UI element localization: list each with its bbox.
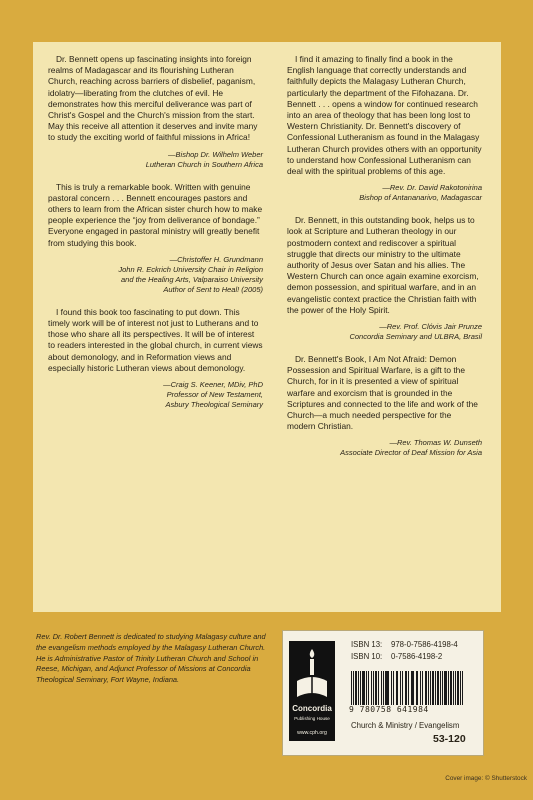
barcode-bar (417, 671, 418, 705)
isbn13-label: ISBN 13: (351, 640, 383, 649)
attribution-line: Asbury Theological Seminary (165, 400, 263, 410)
barcode-bar (368, 671, 370, 705)
isbn-lines (351, 639, 458, 663)
barcode-bar (432, 671, 434, 705)
barcode-bar (412, 671, 414, 705)
isbn13-value: 978-0-7586-4198-4 (391, 640, 458, 649)
isbn10-row (351, 651, 458, 663)
attribution-line: Concordia Seminary and ULBRA, Brasil (349, 332, 482, 342)
publisher-url: www.cph.org (297, 730, 327, 736)
endorsement-text: Dr. Bennett opens up fascinating insights into foreign realms of Madagascar and its flourishing Lutheran Church, reaching across barriers of disbelief, paganism, idolatry—liberating from the clutches of evil. He demonstrates how this merciful deliverance was part of Christ's Gospel and the Church's mission from the start. May this receive all attention it deserves and invite many to study the exciting world of faithful missions in Africa! (48, 54, 258, 143)
attribution-line: Professor of New Testament, (166, 390, 263, 400)
book-category: Church & Ministry / Evangelism (351, 721, 460, 730)
barcode-bar (353, 671, 354, 705)
barcode-bar (391, 671, 392, 705)
barcode-bar (393, 671, 395, 705)
barcode-bar (405, 671, 408, 705)
attribution-line: and the Healing Arts, Valparaiso University (120, 274, 263, 284)
barcode-bar (381, 671, 382, 705)
endorsement-attribution (48, 255, 263, 295)
attribution-line: Lutheran Church in Southern Africa (145, 159, 263, 169)
attribution-line: Associate Director of Deaf Mission for Asia (340, 448, 482, 458)
endorsement-text: Dr. Bennett's Book, I Am Not Afraid: Demon Possession and Spiritual Warfare, is a gift to the Church, for in it is presented a view of spiritual warfare and exorcism that is grounded in the Scriptures and connected to the life and work of the Church—a much needed perspective for the modern Christian. (287, 354, 478, 432)
endorsements-left-column (48, 54, 263, 422)
barcode-bar (355, 671, 357, 705)
barcode-bar (375, 671, 377, 705)
barcode-bar (408, 671, 409, 705)
barcode-bar (416, 671, 417, 705)
barcode-bar (448, 671, 449, 705)
barcode-bar (400, 671, 401, 705)
endorsement-text: I find it amazing to finally find a book in the English language that correctly understands and faithfully depicts the Malagasy Lutheran Church, particularly the department of the Fifohazana. Dr. Bennett . . . opens a window for continued research into an area of theology that has been long lost to Western Christianity. Dr. Bennett's discovery of Confessional Lutheranism as found in the Malagasy Lutheran Church provides others with an opportunity to understand how Confessional Lutheranism can deal with the spiritual problems of this age. (287, 54, 482, 177)
barcode-bar (460, 671, 461, 705)
barcode-bar (397, 671, 398, 705)
barcode-bar (378, 671, 380, 705)
attribution-line: John R. Eckrich University Chair in Religion (118, 264, 263, 274)
product-code: 53-120 (433, 733, 466, 745)
barcode-bar (362, 671, 365, 705)
barcode-bar (453, 671, 454, 705)
barcode-bar (388, 671, 389, 705)
barcode-bar (437, 671, 439, 705)
barcode-bar (358, 671, 359, 705)
attribution-line: —Christoffer H. Grundmann (169, 254, 263, 264)
isbn10-value: 0-7586-4198-2 (391, 652, 443, 661)
attribution-line: —Bishop Dr. Wilhelm Weber (168, 149, 263, 159)
barcode-number: 9 780758 641984 (349, 705, 429, 714)
barcode-bar (450, 671, 452, 705)
barcode-bar (360, 671, 361, 705)
barcode-bar (425, 671, 428, 705)
barcode-bar (430, 671, 431, 705)
isbn13-row (351, 639, 458, 651)
endorsement-text: I found this book too fascinating to put down. This timely work will be of interest not just to Lutherans and to those who share all its perspectives. It will be of interest to readers interested in the global church, in current views about demonology, and in Reformation views and especially historic Lutheran views about demonology. (48, 306, 263, 373)
barcode-bar (385, 671, 388, 705)
barcode-bar (440, 671, 441, 705)
barcode-bar (457, 671, 459, 705)
barcode-bar (420, 671, 422, 705)
attribution-line: Bishop of Antananarivo, Madagascar (359, 193, 482, 203)
barcode-bar (373, 671, 374, 705)
barcode-bar (422, 671, 423, 705)
isbn10-label: ISBN 10: (351, 652, 383, 661)
barcode-bar (402, 671, 404, 705)
publisher-sub: Publishing House (294, 716, 330, 721)
endorsement-attribution (287, 183, 482, 203)
barcode-icon (351, 671, 477, 705)
cover-image-credit: Cover image: © Shutterstock (445, 775, 527, 782)
endorsement-attribution (287, 322, 482, 342)
endorsements-right-column (287, 54, 482, 470)
author-bio: Rev. Dr. Robert Bennett is dedicated to studying Malagasy culture and the evangelism methods employed by the Malagasy Lutheran Church. He is Administrative Pastor of Trinity Lutheran Church and School in Reese, Michigan, and Adjunct Professor of Missions at Concordia Theological Seminary, Fort Wayne, Indiana. (36, 632, 266, 685)
endorsement-text: Dr. Bennett, in this outstanding book, helps us to look at Scripture and Lutheran theology in our postmodern context and rediscover a spiritual struggle that directs our ministry to the ultimate authority of Jesus over Satan and his allies. The Western Church can once again examine exorcism, demon possession, and spiritual warfare, and in an evangelistic context practice the Christian faith with the power of the Holy Spirit. (287, 215, 479, 315)
publisher-name: Concordia (292, 704, 332, 713)
barcode-bar (435, 671, 436, 705)
attribution-line: —Craig S. Keener, MDiv, PhD (163, 380, 263, 390)
attribution-line: —Rev. Thomas W. Dunseth (389, 438, 482, 448)
barcode-bar (462, 671, 463, 705)
barcode-bar (411, 671, 412, 705)
barcode-bar (366, 671, 367, 705)
attribution-line: —Rev. Dr. David Rakotonirina (382, 183, 482, 193)
barcode-bar (371, 671, 372, 705)
endorsement-attribution (48, 150, 263, 170)
concordia-logo-icon (289, 641, 335, 741)
isbn-block (282, 630, 484, 756)
endorsement-text: This is truly a remarkable book. Written with genuine pastoral concern . . . Bennett encourages pastors and others to learn from the African sister church how to make people experience the “joy from deliverance of bondage.” Everyone engaged in pastoral ministry will greatly benefit from studying this book. (48, 181, 263, 248)
attribution-line: —Rev. Prof. Clóvis Jair Prunze (379, 322, 482, 332)
barcode-bar (351, 671, 352, 705)
barcode-bar (396, 671, 397, 705)
endorsement-attribution (287, 438, 482, 458)
barcode-bar (428, 671, 429, 705)
attribution-line: Author of Sent to Heal! (2005) (163, 284, 263, 294)
barcode-bar (455, 671, 456, 705)
endorsement-attribution (48, 380, 263, 410)
barcode-bar (444, 671, 447, 705)
barcode-bar (383, 671, 384, 705)
barcode-bar (442, 671, 443, 705)
